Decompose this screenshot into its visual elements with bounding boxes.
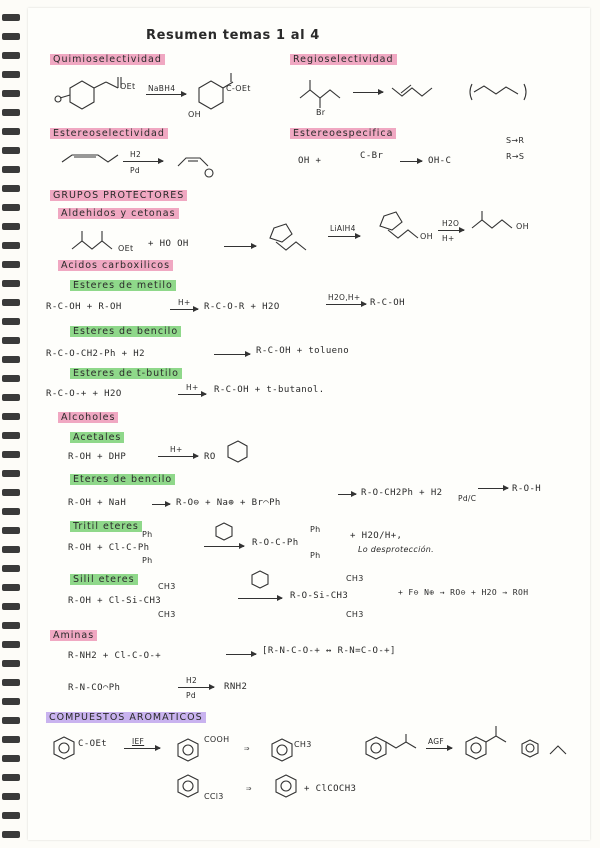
binder-ring	[2, 356, 20, 363]
binder-ring	[2, 622, 20, 629]
eq-tritil-deprotect: + H2O/H+,	[350, 531, 403, 541]
eq-tbutilo-products: R-C-OH + t-butanol.	[214, 385, 325, 395]
reagent-hplus: H+	[442, 234, 455, 243]
eq-benc-ether: R-O-CH2Ph + H2	[361, 488, 443, 498]
config-r-s: R→S	[506, 152, 525, 161]
binder-ring	[2, 90, 20, 97]
binder-ring	[2, 736, 20, 743]
reaction-arrow	[224, 246, 256, 247]
binder-ring	[2, 660, 20, 667]
heading-alcoholes: Alcoholes	[58, 412, 118, 423]
heading-estereoespecifica: Estereoespecifica	[290, 128, 396, 139]
notebook-page	[28, 8, 590, 840]
reagent-hplus: H+	[170, 445, 183, 454]
binder-ring	[2, 698, 20, 705]
binder-ring	[2, 109, 20, 116]
label-arom-cooh: COOH	[204, 735, 230, 744]
reagent-lialh4: LiAlH4	[330, 224, 356, 233]
binder-ring	[2, 546, 20, 553]
thp-ring	[220, 438, 250, 468]
reagent-pd: Pd	[130, 166, 140, 175]
heading-grupos-protectores: GRUPOS PROTECTORES	[50, 190, 187, 201]
eq-metilo-acid: R-C-OH	[370, 298, 405, 308]
reagent-h2: H2	[186, 676, 198, 685]
benzene-isobutyl	[358, 734, 428, 770]
eq-amina-product: RNH2	[224, 682, 248, 692]
eq-amina-cbz: R-N-CO⌒Ph	[68, 683, 121, 693]
sn2-reactant-oh: OH +	[298, 156, 322, 166]
heading-estereoselectividad: Estereoselectividad	[50, 128, 168, 139]
heading-quimioselectividad: Quimioselectividad	[50, 54, 165, 65]
binder-ring	[2, 717, 20, 724]
heading-eteres-bencilo: Eteres de bencilo	[70, 474, 175, 485]
reaction-arrow	[226, 654, 256, 655]
binder-ring	[2, 812, 20, 819]
reaction-arrow	[353, 92, 383, 93]
label-ch3-product-top: CH3	[346, 574, 364, 583]
binder-ring	[2, 337, 20, 344]
reaction-arrow	[338, 494, 356, 495]
implies-arrow-1: ⇒	[244, 744, 250, 754]
reaction-arrow	[214, 354, 250, 355]
eq-amina-carbamate: [R-N-C-O-+ ↔ R-N=C-O-+]	[262, 646, 396, 656]
binder-ring	[2, 413, 20, 420]
reaction-arrow	[178, 687, 214, 688]
reaction-arrow	[178, 394, 206, 395]
ketoester-structure	[58, 68, 148, 118]
label-br: Br	[316, 108, 326, 117]
heading-esteres-tbutilo: Esteres de t-butilo	[70, 368, 182, 379]
label-ph-top: Ph	[142, 530, 153, 539]
eq-tritil-reactants: R-OH + Cl-C-Ph	[68, 543, 150, 553]
reaction-arrow	[204, 546, 244, 547]
pyridine-ring	[208, 522, 238, 544]
binder-ring	[2, 318, 20, 325]
regio-structures	[296, 70, 541, 115]
eq-benc-alkoxide: R-O⊖ + Na⊕ + Br⌒Ph	[176, 498, 281, 508]
heading-aldehidos-cetonas: Aldehidos y cetonas	[58, 208, 179, 219]
diol-reagent: + HO OH	[148, 239, 189, 249]
heading-esteres-bencilo: Esteres de bencilo	[70, 326, 181, 337]
eq-tritil-product: R-O-C-Ph	[252, 538, 299, 548]
reaction-arrow	[152, 504, 170, 505]
binder-rings	[0, 0, 26, 848]
reagent-h2o-h: H2O,H+	[328, 293, 361, 302]
reagent-ief: IEF	[132, 737, 145, 746]
imidazole-ring	[244, 570, 274, 592]
heading-compuestos-aromaticos: COMPUESTOS AROMATICOS	[46, 712, 206, 723]
note-desproteccion: Lo desprotección.	[358, 545, 435, 554]
acetal-alcohol	[368, 208, 448, 248]
binder-ring	[2, 470, 20, 477]
label-c-oet: C-OEt	[226, 84, 251, 93]
eq-tbutilo-reactants: R-C-O-+ + H2O	[46, 389, 122, 399]
config-s-r: S→R	[506, 136, 525, 145]
binder-ring	[2, 147, 20, 154]
sn2-product: OH-C	[428, 156, 452, 166]
eq-bencilo-products: R-C-OH + tolueno	[256, 346, 350, 356]
heading-regioselectividad: Regioselectividad	[290, 54, 397, 65]
binder-ring	[2, 223, 20, 230]
binder-ring	[2, 261, 20, 268]
eq-acetal-reactants: R-OH + DHP	[68, 452, 127, 462]
heading-silil-eteres: Silil eteres	[70, 574, 138, 585]
reaction-arrow	[170, 309, 198, 310]
reagent-pd: Pd	[186, 691, 196, 700]
benzene-plain	[268, 774, 308, 804]
binder-ring	[2, 755, 20, 762]
binder-ring	[2, 793, 20, 800]
label-ch3-bottom: CH3	[158, 610, 176, 619]
reagent-h2o: H2O	[442, 219, 460, 228]
reaction-arrow	[123, 161, 163, 162]
label-ph-product-top: Ph	[310, 525, 321, 534]
binder-ring	[2, 432, 20, 439]
label-arom-oet: C-OEt	[78, 739, 108, 749]
reaction-arrow	[400, 161, 422, 162]
binder-ring	[2, 394, 20, 401]
binder-ring	[2, 774, 20, 781]
binder-ring	[2, 375, 20, 382]
binder-ring	[2, 641, 20, 648]
reaction-arrow	[158, 456, 198, 457]
label-arom-clcoch3: + ClCOCH3	[304, 784, 357, 794]
label-arom-ccl3: CCl3	[204, 792, 224, 801]
binder-ring	[2, 14, 20, 21]
reaction-arrow	[146, 94, 186, 95]
reagent-hplus: H+	[186, 383, 199, 392]
reagent-agf: AGF	[428, 737, 445, 746]
heading-acidos-carboxilicos: Acidos carboxilicos	[58, 260, 173, 271]
reaction-arrow	[326, 304, 366, 305]
binder-ring	[2, 299, 20, 306]
binder-ring	[2, 52, 20, 59]
sn2-reactant-cbr: C-Br	[360, 151, 384, 161]
implies-arrow-2: ⇒	[246, 784, 252, 794]
reagent-h2: H2	[130, 150, 142, 159]
reaction-arrow	[328, 236, 360, 237]
eq-silil-deprotect: + F⊖ N⊕ → RO⊖ + H2O → ROH	[398, 588, 529, 597]
label-ch3-product-bottom: CH3	[346, 610, 364, 619]
binder-ring	[2, 242, 20, 249]
eq-silil-reactants: R-OH + Cl-Si-CH3	[68, 596, 162, 606]
binder-ring	[2, 280, 20, 287]
binder-ring	[2, 584, 20, 591]
reaction-arrow	[124, 748, 160, 749]
reaction-arrow	[438, 230, 464, 231]
reaction-arrow	[478, 488, 508, 489]
reagent-pdc: Pd/C	[458, 494, 477, 503]
binder-ring	[2, 603, 20, 610]
label-ch3-top: CH3	[158, 582, 176, 591]
label-oh: OH	[188, 110, 201, 119]
label-oet2: OEt	[118, 244, 134, 253]
eq-benc-reactants: R-OH + NaH	[68, 498, 127, 508]
reagent-nabh4: NaBH4	[148, 84, 176, 93]
label-oh2: OH	[516, 222, 529, 231]
label-oet: OEt	[120, 82, 136, 91]
binder-ring	[2, 679, 20, 686]
binder-ring	[2, 451, 20, 458]
binder-ring	[2, 527, 20, 534]
binder-ring	[2, 128, 20, 135]
heading-acetales: Acetales	[70, 432, 124, 443]
binder-ring	[2, 33, 20, 40]
binder-ring	[2, 166, 20, 173]
reagent-hplus: H+	[178, 298, 191, 307]
reaction-arrow	[426, 748, 452, 749]
reaction-arrow	[238, 598, 282, 599]
binder-ring	[2, 831, 20, 838]
eq-amina-reactants: R-NH2 + Cl-C-O-+	[68, 651, 162, 661]
eq-silil-product: R-O-Si-CH3	[290, 591, 349, 601]
binder-ring	[2, 71, 20, 78]
binder-ring	[2, 489, 20, 496]
eq-metilo-ester: R-C-O-R + H2O	[204, 302, 280, 312]
heading-aminas: Aminas	[50, 630, 97, 641]
binder-ring	[2, 508, 20, 515]
eq-acetal-product: RO	[204, 452, 216, 462]
eq-bencilo-reactants: R-C-O-CH2-Ph + H2	[46, 349, 145, 359]
label-ph-bottom: Ph	[142, 556, 153, 565]
heading-esteres-metilo: Esteres de metilo	[70, 280, 176, 291]
aryl-ketone-disconnection	[458, 724, 578, 774]
label-arom-ch3: CH3	[294, 740, 312, 749]
label-ph-product-bottom: Ph	[310, 551, 321, 560]
binder-ring	[2, 565, 20, 572]
binder-ring	[2, 185, 20, 192]
binder-ring	[2, 204, 20, 211]
page-title: Resumen temas 1 al 4	[146, 28, 320, 43]
heading-tritil-eteres: Tritil eteres	[70, 521, 142, 532]
eq-metilo-reactants: R-C-OH + R-OH	[46, 302, 122, 312]
eq-benc-product: R-O-H	[512, 484, 542, 494]
label-oh-acetal: OH	[420, 232, 433, 241]
